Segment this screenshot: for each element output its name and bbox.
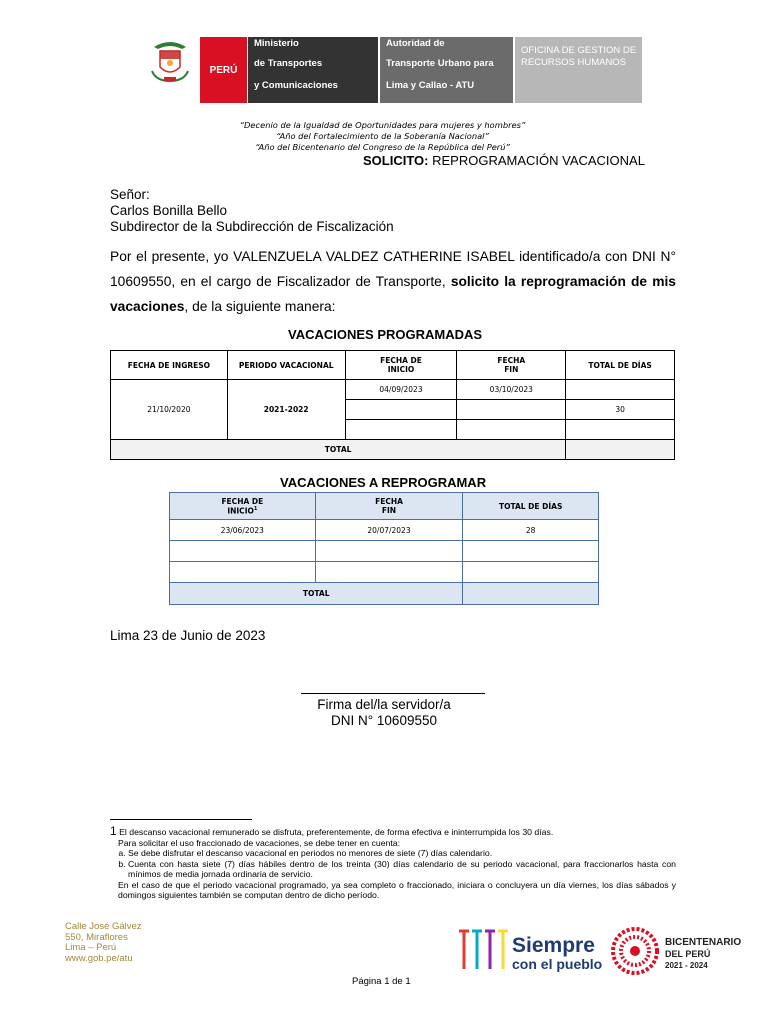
header-cell <box>170 493 316 520</box>
header-cell <box>345 351 457 380</box>
address-link[interactable]: www.gob.pe/atu <box>65 952 133 964</box>
header-cell: TOTAL DE DÍAS <box>566 351 675 380</box>
table-cell <box>457 400 566 420</box>
table-cell: 28 <box>463 520 599 541</box>
total-value <box>463 583 599 605</box>
footnote-separator <box>110 819 252 820</box>
table-cell: 23/06/2023 <box>170 520 316 541</box>
bicentenario-text: BICENTENARIO <box>665 937 742 948</box>
footnote-text: Para solicitar el uso fraccionado de vacaciones, se debe tener en cuenta: <box>118 837 401 848</box>
motto-line: “Año del Fortalecimiento de la Soberanía Nacional” <box>276 131 489 141</box>
table2-title: VACACIONES A REPROGRAMAR <box>280 475 487 490</box>
addressee-title: Subdirector de la Subdirección de Fiscalización <box>110 219 394 234</box>
table-row <box>111 380 675 400</box>
footnote-list <box>110 848 676 880</box>
table-header-row <box>170 493 599 520</box>
table-cell <box>566 380 675 400</box>
footnote <box>110 826 676 901</box>
authority-line: Autoridad de <box>386 38 445 49</box>
authority-line: Lima y Callao - ATU <box>386 80 475 91</box>
place-date: Lima 23 de Junio de 2023 <box>110 628 266 643</box>
header-cell-line: FECHA DE <box>380 356 422 365</box>
motto-line: “Año del Bicentenario del Congreso de la República del Perú” <box>255 142 510 152</box>
subject-label: SOLICITO: <box>363 153 429 168</box>
total-value <box>566 440 675 460</box>
table-cell <box>345 400 457 420</box>
bicentenario-logo <box>610 925 760 977</box>
table1-title: VACACIONES PROGRAMADAS <box>288 327 483 342</box>
footnote-ref: 1 <box>253 505 258 512</box>
signature-label: Firma del/la servidor/a <box>317 697 451 712</box>
total-label: TOTAL <box>111 440 566 460</box>
table-cell <box>463 562 599 583</box>
table-cell: 20/07/2023 <box>315 520 463 541</box>
paragraph-text: , de la siguiente manera: <box>184 299 336 314</box>
table-cell <box>315 562 463 583</box>
scheduled-vacations-table <box>110 350 675 460</box>
authority-box <box>380 37 513 103</box>
signature-line <box>301 693 485 694</box>
table-cell: 03/10/2023 <box>457 380 566 400</box>
signature-block <box>300 697 468 729</box>
table-cell <box>463 541 599 562</box>
footnote-number: 1 <box>110 824 117 838</box>
paragraph-bold: solicito la reprogramación de mis vacaciones <box>110 274 676 314</box>
header-cell <box>457 351 566 380</box>
table-cell <box>457 420 566 440</box>
header-cell-line: FECHA <box>375 497 403 506</box>
footnote-text: El descanso vacacional remunerado se disfruta, preferentemente, de forma efectiva e ininterrumpida los 30 días. <box>116 827 554 837</box>
request-paragraph <box>110 244 676 319</box>
table-row <box>170 562 599 583</box>
addressee-salutation: Señor: <box>110 187 150 202</box>
country-label: PERÚ <box>209 64 238 76</box>
siempre-logo-icon <box>455 925 605 977</box>
office-label: OFICINA DE GESTION DE RECURSOS HUMANOS <box>521 45 637 68</box>
peru-coat-of-arms-icon <box>148 37 192 85</box>
address-line: Calle José Gálvez <box>65 921 142 932</box>
address-line: Lima – Perú <box>65 942 117 953</box>
paragraph-text: Por el presente, yo VALENZUELA VALDEZ CATHERINE ISABEL identificado/a con DNI N° 10609550, en el cargo de Fiscalizador de Transporte, <box>110 249 676 289</box>
header-cell-line: FECHA DE <box>221 496 264 506</box>
office-address <box>65 922 142 964</box>
authority-line: Transporte Urbano para <box>386 58 494 69</box>
header-cell-line: FIN <box>381 506 397 515</box>
header-cell-line <box>170 506 315 516</box>
table-cell: 30 <box>566 400 675 420</box>
year-mottos <box>190 120 575 153</box>
header-cell-line: INICIO <box>387 365 415 374</box>
table-cell: 2021-2022 <box>227 380 345 440</box>
signature-dni: DNI N° 10609550 <box>331 713 437 728</box>
table-cell <box>345 420 457 440</box>
table-cell: 04/09/2023 <box>345 380 457 400</box>
total-label: TOTAL <box>170 583 463 605</box>
bicentenario-years: 2021 - 2024 <box>665 961 708 970</box>
footnote-item: b. Cuenta con hasta siete (7) días hábiles dentro de los treinta (30) días calendario de su periodo vacacional, para fraccionarlos hasta con mínimos de media jornada ordinaria de servicio. <box>128 859 676 880</box>
header-cell-line: FIN <box>504 365 519 374</box>
table-total-row <box>111 440 675 460</box>
header-cell <box>315 493 463 520</box>
footnote-text: En el caso de que el periodo vacacional programado, ya sea completo o fraccionado, iniciara o concluyera un día viernes, los días sábados y domingos siguientes también se computan dentro de dicho período. <box>118 879 676 900</box>
peru-brand-box <box>200 37 247 103</box>
table-row <box>170 520 599 541</box>
motto-line: “Decenio de la Igualdad de Oportunidades para mujeres y hombres” <box>239 120 526 130</box>
siempre-subtext: con el pueblo <box>512 956 603 972</box>
subject-line <box>363 153 645 168</box>
table-cell: 21/10/2020 <box>111 380 228 440</box>
table-cell <box>566 420 675 440</box>
header-cell-text: INICIO <box>227 506 254 516</box>
header-cell: TOTAL DE DÍAS <box>463 493 599 520</box>
addressee-name: Carlos Bonilla Bello <box>110 203 228 218</box>
reschedule-vacations-table <box>169 492 599 605</box>
table-header-row <box>111 351 675 380</box>
page-number: Página 1 de 1 <box>352 976 411 987</box>
office-box <box>515 37 642 103</box>
header-cell: PERIODO VACACIONAL <box>227 351 345 380</box>
ministry-line: Ministerio <box>254 38 299 49</box>
table-total-row <box>170 583 599 605</box>
address-line: 550, Miraflores <box>65 931 128 943</box>
ministry-line: de Transportes <box>254 58 323 69</box>
header-cell-line: FECHA <box>497 356 526 365</box>
siempre-text: Siempre <box>512 934 595 957</box>
table-cell <box>170 541 316 562</box>
ministry-line: y Comunicaciones <box>254 80 338 91</box>
table-cell <box>170 562 316 583</box>
footnote-item: a. Se debe disfrutar el descanso vacacional en periodos no menores de siete (7) días calendario. <box>128 848 676 859</box>
bicentenario-text: DEL PERÚ <box>665 949 711 959</box>
table-row <box>170 541 599 562</box>
header-cell: FECHA DE INGRESO <box>111 351 228 380</box>
addressee-block <box>110 187 394 235</box>
bicentenario-icon <box>610 925 760 977</box>
table-cell <box>315 541 463 562</box>
ministry-box <box>248 37 378 103</box>
siempre-con-el-pueblo-logo <box>455 925 605 977</box>
subject-text: REPROGRAMACIÓN VACACIONAL <box>428 153 645 168</box>
